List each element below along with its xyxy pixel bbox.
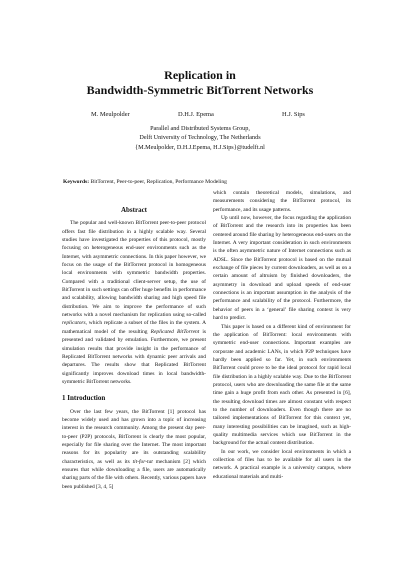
keywords-label: Keywords: [63, 179, 90, 185]
introduction-paragraph: Over the last few years, the BitTorrent [1] protocol has become widely used and has grown into a topic of increasing interest in the research community. Among the present day peer-to-peer (P2P) protocols, BitTorrent is clearly the most popular, especially for file sharing over the Internet. The most important reasons for its popularity are its outstanding scalability characteristics, as well as its tit-for-tat mechanism [2] which ensures that while downloading a file, users are automatically sharing parts of the file with others. Recently, various papers have been published [3, 4, 5] [62, 408, 206, 490]
abstract-paragraph: The popular and well-known BitTorrent peer-to-peer protocol offers fast file distribution in a highly scalable way. Several studies have investigated the properties of this protocol, mostly focusing on heterogeneous end-user environments such as the Internet, with asymmetric connections. In this paper however, we focus on the usage of the BitTorrent protocol in homogeneous local environments with symmetric bandwidth properties. Compared with a traditional client-server setup, the use of BitTorrent in such settings can offer huge benefits in performance and scalability, allowing bandwidth sharing and high speed file distribution. We aim to improve the performance of such networks with a novel mechanism for replication using so-called replicators, which replicate a subset of the files in the system. A mathematical model of the resulting Replicated BitTorrent is presented and validated by emulation. Furthermore, we present simulation results that provide insight in the performance of Replicated BitTorrent networks with dynamic peer arrivals and departures. The results show that Replicated BitTorrent significantly improves download times in local bandwidth-symmetric BitTorrent networks. [62, 220, 206, 385]
author-list [0, 111, 400, 121]
affiliation-university: Delft University of Technology, The Netherlands [139, 134, 261, 142]
title-line-1: Replication in [164, 68, 236, 82]
left-column [62, 206, 206, 491]
body-paragraph: In our work, we consider local environments in which a collection of files has to be available for all users in the network. A practical example is a university campus, where educational materials and multi- [213, 448, 351, 480]
paper-title [0, 68, 400, 98]
affiliation-group: Parallel and Distributed Systems Group, [150, 125, 250, 132]
title-line-2: Bandwidth-Symmetric BitTorrent Networks [86, 83, 314, 97]
body-paragraph: This paper is based on a different kind of environment for the application of BitTorrent: local environments with symmetric end-user connections. Important examples are corporate and academic LANs, in which P2P techniques have hardly been applied so far. Yet, in such environments BitTorrent could prove to be the ideal protocol for rapid local file distribution in a highly scalable way. Due to the BitTorrent protocol, users who are downloading the same file at the same time gain a huge profit from each other. As presented in [6], the resulting download times are almost constant with respect to the number of downloaders. Even though there are no tailored implementations of BitTorrent for this context yet, many interesting possibilities can be imagined, such as high-quality multimedia services which use BitTorrent in the background for the actual content distribution. [213, 323, 351, 447]
right-column [213, 189, 351, 481]
abstract-heading: Abstract [120, 206, 148, 214]
author-3: H.J. Sips [282, 111, 305, 118]
body-paragraph: Up until now, however, the focus regarding the application of BitTorrent and the research into its properties has been centered around file sharing by heterogeneous end-users on the Internet. A very important consideration in such environments is the often asymmetric nature of Internet connections such as ADSL. Since the BitTorrent protocol is based on the mutual exchange of file pieces by current downloaders, as well as on a certain amount of altruism by finished downloaders, the asymmetry in download and upload speeds of end-user connections is an important assumption in the analysis of the performance and scalability of the protocol. Furthermore, the behavior of peers in a ‘general’ file sharing context is very hard to predict. [213, 215, 351, 322]
affiliation-emails: {M.Meulpolder, D.H.J.Epema, H.J.Sips}@tudelft.nl [135, 143, 265, 151]
affiliation [0, 124, 400, 152]
body-paragraph-continued: which contain theoretical models, simulations, and measurements considering the BitTorrent protocol, its performance, and its usage patterns. [213, 190, 351, 213]
keywords-text: BitTorrent, Peer-to-peer, Replication, Performance Modeling [89, 179, 227, 185]
keywords [63, 179, 343, 185]
author-1: M. Meulpolder [91, 111, 130, 118]
introduction-heading: 1 Introduction [62, 394, 106, 403]
author-2: D.H.J. Epema [178, 111, 214, 118]
